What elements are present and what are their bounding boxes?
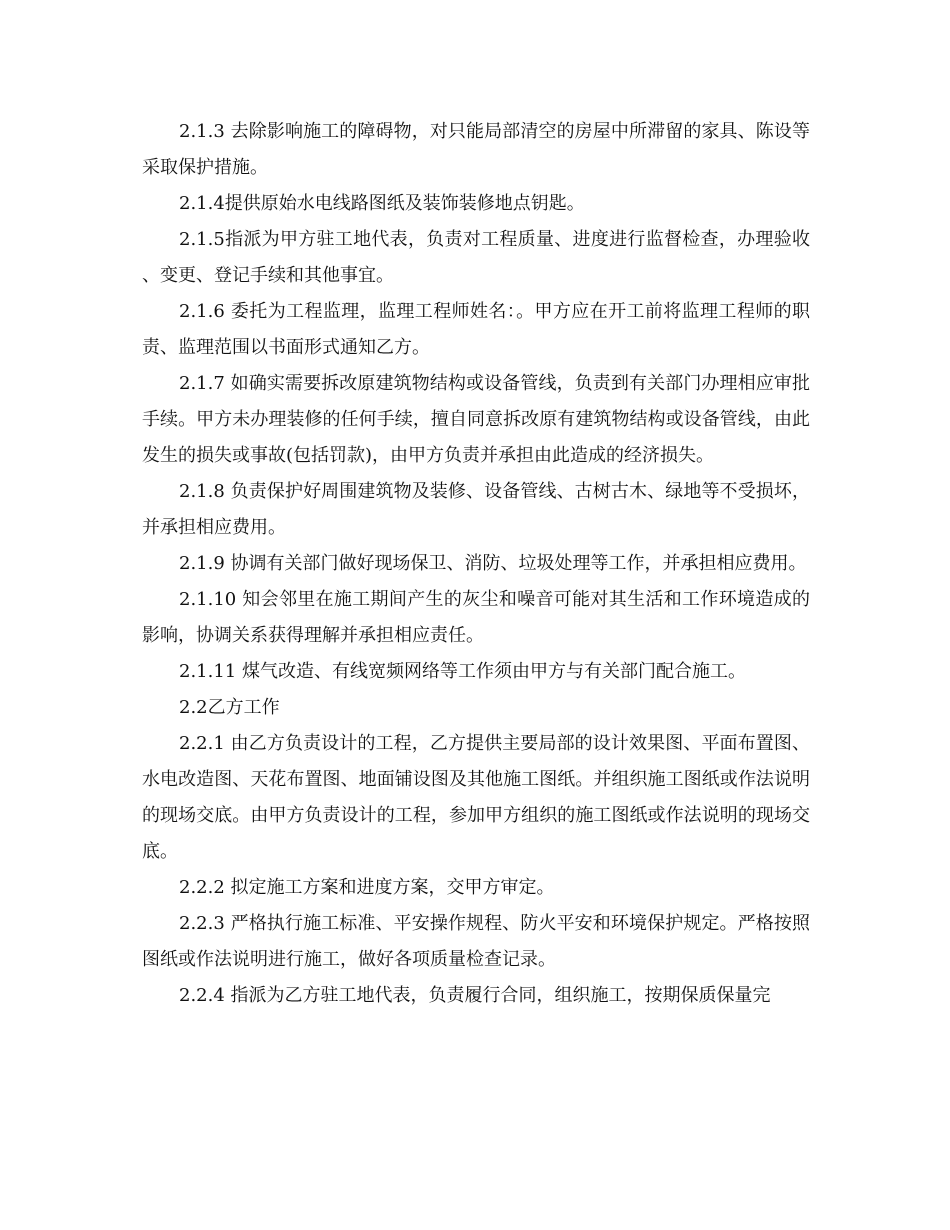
section-heading-2-2: 2.2乙方工作	[179, 697, 280, 718]
clause-2-2-4: 2.2.4 指派为乙方驻工地代表，负责履行合同，组织施工，按期保质保量完	[179, 985, 771, 1006]
clause-2-1-9: 2.1.9 协调有关部门做好现场保卫、消防、垃圾处理等工作，并承担相应费用。	[179, 553, 807, 574]
clause-2-1-10: 2.1.10 知会邻里在施工期间产生的灰尘和噪音可能对其生活和工作环境造成的影响，协调关系获得理解并承担相应责任。	[142, 589, 810, 646]
clause-2-2-2: 2.2.2 拟定施工方案和进度方案，交甲方审定。	[179, 877, 555, 898]
clause-2-2-1: 2.2.1 由乙方负责设计的工程，乙方提供主要局部的设计效果图、平面布置图、水电改造图、天花布置图、地面铺设图及其他施工图纸。并组织施工图纸或作法说明的现场交底。由甲方负责设计的工程，参加甲方组织的施工图纸或作法说明的现场交底。	[142, 733, 810, 862]
clause-2-1-4: 2.1.4提供原始水电线路图纸及装饰装修地点钥匙。	[179, 193, 585, 214]
clause-2-1-11: 2.1.11 煤气改造、有线宽频网络等工作须由甲方与有关部门配合施工。	[179, 661, 746, 682]
clause-2-1-3: 2.1.3 去除影响施工的障碍物，对只能局部清空的房屋中所滞留的家具、陈设等采取保护措施。	[142, 121, 810, 178]
clause-2-1-8: 2.1.8 负责保护好周围建筑物及装修、设备管线、古树古木、绿地等不受损坏，并承担相应费用。	[142, 481, 810, 538]
clause-2-1-6: 2.1.6 委托为工程监理，监理工程师姓名：。甲方应在开工前将监理工程师的职责、监理范围以书面形式通知乙方。	[142, 301, 810, 358]
clause-2-1-5: 2.1.5指派为甲方驻工地代表，负责对工程质量、进度进行监督检查，办理验收、变更、登记手续和其他事宜。	[142, 229, 810, 286]
document-body	[142, 114, 810, 1014]
clause-2-1-7: 2.1.7 如确实需要拆改原建筑物结构或设备管线，负责到有关部门办理相应审批手续。甲方未办理装修的任何手续，擅自同意拆改原有建筑物结构或设备管线，由此发生的损失或事故(包括罚款)，由甲方负责并承担由此造成的经济损失。	[142, 373, 810, 466]
clause-2-2-3: 2.2.3 严格执行施工标准、平安操作规程、防火平安和环境保护规定。严格按照图纸或作法说明进行施工，做好各项质量检查记录。	[142, 913, 810, 970]
